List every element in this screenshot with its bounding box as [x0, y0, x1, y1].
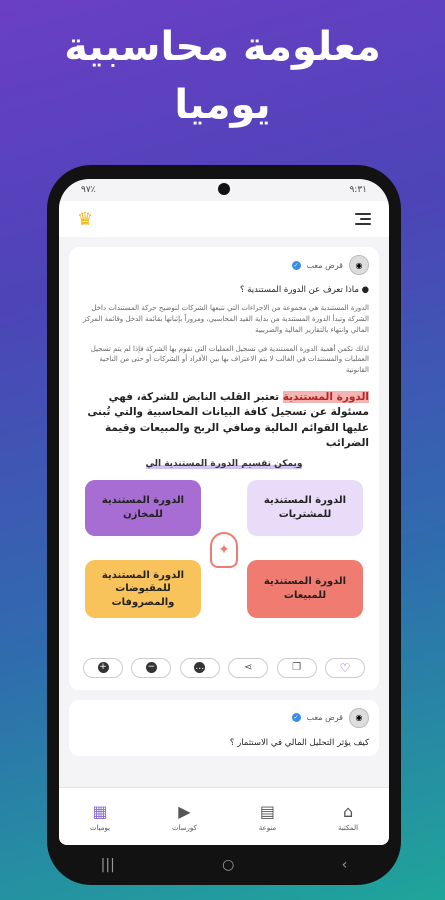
- recents-icon[interactable]: |||: [100, 857, 115, 873]
- verified-icon: ✓: [293, 261, 299, 269]
- feed[interactable]: [59, 239, 389, 787]
- share-icon: ⋖: [243, 662, 253, 674]
- crown-icon[interactable]: ♛: [77, 208, 94, 230]
- home-icon: ⌂: [342, 801, 354, 821]
- comment-button[interactable]: [180, 658, 220, 678]
- plus-icon: +: [99, 662, 107, 673]
- share-button[interactable]: [228, 658, 268, 678]
- battery-indicator: ٩٧٪: [81, 185, 96, 195]
- nav-item-daily[interactable]: [90, 802, 110, 832]
- nav-label: منوعة: [258, 823, 277, 832]
- app-screen: [59, 179, 389, 845]
- post-paragraph: لذلك تكمن أهمية الدورة المستندية في تسجيل العمليات التي تقوم بها الشركة فإذا لم يتم تسجيل العمليات والمستندات في الغالب لا يتم الاعتراف بها بين الأفراد أو الشركات أو حتى من الناحية القانونية: [90, 344, 369, 375]
- nav-label: كورسات: [171, 823, 197, 832]
- zoom-out-button[interactable]: [131, 658, 171, 678]
- bottom-navigation: [59, 787, 389, 845]
- post-header: [79, 708, 369, 728]
- top-app-bar: [59, 201, 389, 237]
- copy-button[interactable]: [277, 658, 317, 678]
- infographic-highlight: الدورة المستندية: [282, 391, 369, 404]
- post-infographic[interactable]: [79, 390, 369, 646]
- camera-hole: [218, 183, 230, 195]
- post-card: [69, 247, 379, 690]
- home-button-icon[interactable]: ○: [222, 857, 235, 873]
- grid-icon: ▦: [92, 801, 108, 821]
- promo-title-line1: معلومة محاسبية: [64, 24, 381, 70]
- nav-label: المكتبة: [338, 823, 359, 832]
- post-card: [69, 700, 379, 756]
- nav-item-library[interactable]: [338, 802, 358, 832]
- minus-icon: −: [147, 662, 156, 673]
- like-button[interactable]: [325, 658, 365, 678]
- nav-item-misc[interactable]: [259, 802, 276, 832]
- system-navigation-bar: [47, 853, 401, 877]
- nav-item-courses[interactable]: [172, 802, 197, 832]
- back-icon[interactable]: ‹: [341, 857, 348, 873]
- status-time: ٩:٣١: [349, 185, 367, 195]
- lightbulb-icon: ✦: [210, 532, 238, 568]
- phone-frame: [47, 165, 401, 885]
- box-sales: الدورة المستندية للمبيعات: [247, 560, 363, 618]
- newspaper-icon: ▤: [259, 801, 276, 821]
- post-question: كيف يؤثر التحليل المالي في الاستثمار ؟: [229, 737, 369, 748]
- menu-icon[interactable]: [355, 213, 371, 225]
- copy-icon: ❐: [292, 662, 302, 674]
- infographic-intro: [79, 390, 369, 451]
- post-paragraph: الدورة المستندية هي مجموعة من الاجراءات التي تتبعها الشركات لتوضيح حركة المستندات داخل الشركة وتبدأ الدورة المستندية من بداية القيد المحاسبي، ومروراً بإثباتها بقائمة الدخل وقائمة المركز المالي وانتهاء بالتقارير المالية والضريبية: [83, 304, 369, 334]
- post-author[interactable]: قرض معب: [306, 713, 343, 723]
- post-header: [79, 255, 369, 275]
- box-receipts: الدورة المستندية للمقبوضات والمصروفات: [85, 560, 201, 618]
- infographic-split-title: ويمكن تقسيم الدورة المستندية الي: [145, 458, 303, 469]
- post-author[interactable]: قرض معب: [306, 260, 343, 270]
- video-icon: ▶: [178, 801, 191, 821]
- zoom-in-button[interactable]: [83, 658, 123, 678]
- comment-icon: …: [195, 662, 205, 673]
- post-actions: [79, 646, 369, 682]
- verified-icon: ✓: [293, 714, 299, 722]
- box-purchases: الدورة المستندية للمشتريات: [247, 480, 363, 536]
- infographic-intro-text: تعتبر القلب النابض للشركة، فهي مسئولة عن تسجيل كافة البيانات المحاسبية والتي تُبنى عليها القوائم المالية وصافي الربح والمبيعات وقيمة الضرائب: [87, 391, 369, 449]
- infographic-grid: [79, 474, 369, 646]
- post-question: ● ماذا تعرف عن الدورة المستندية ؟: [240, 285, 369, 295]
- avatar[interactable]: ◉: [349, 255, 369, 275]
- nav-label: يوميات: [89, 823, 111, 832]
- box-stores: الدورة المستندية للمخازن: [85, 480, 201, 536]
- avatar[interactable]: ◉: [349, 708, 369, 728]
- promo-title-line2: يوميا: [174, 82, 271, 128]
- heart-icon: ♡: [339, 660, 351, 675]
